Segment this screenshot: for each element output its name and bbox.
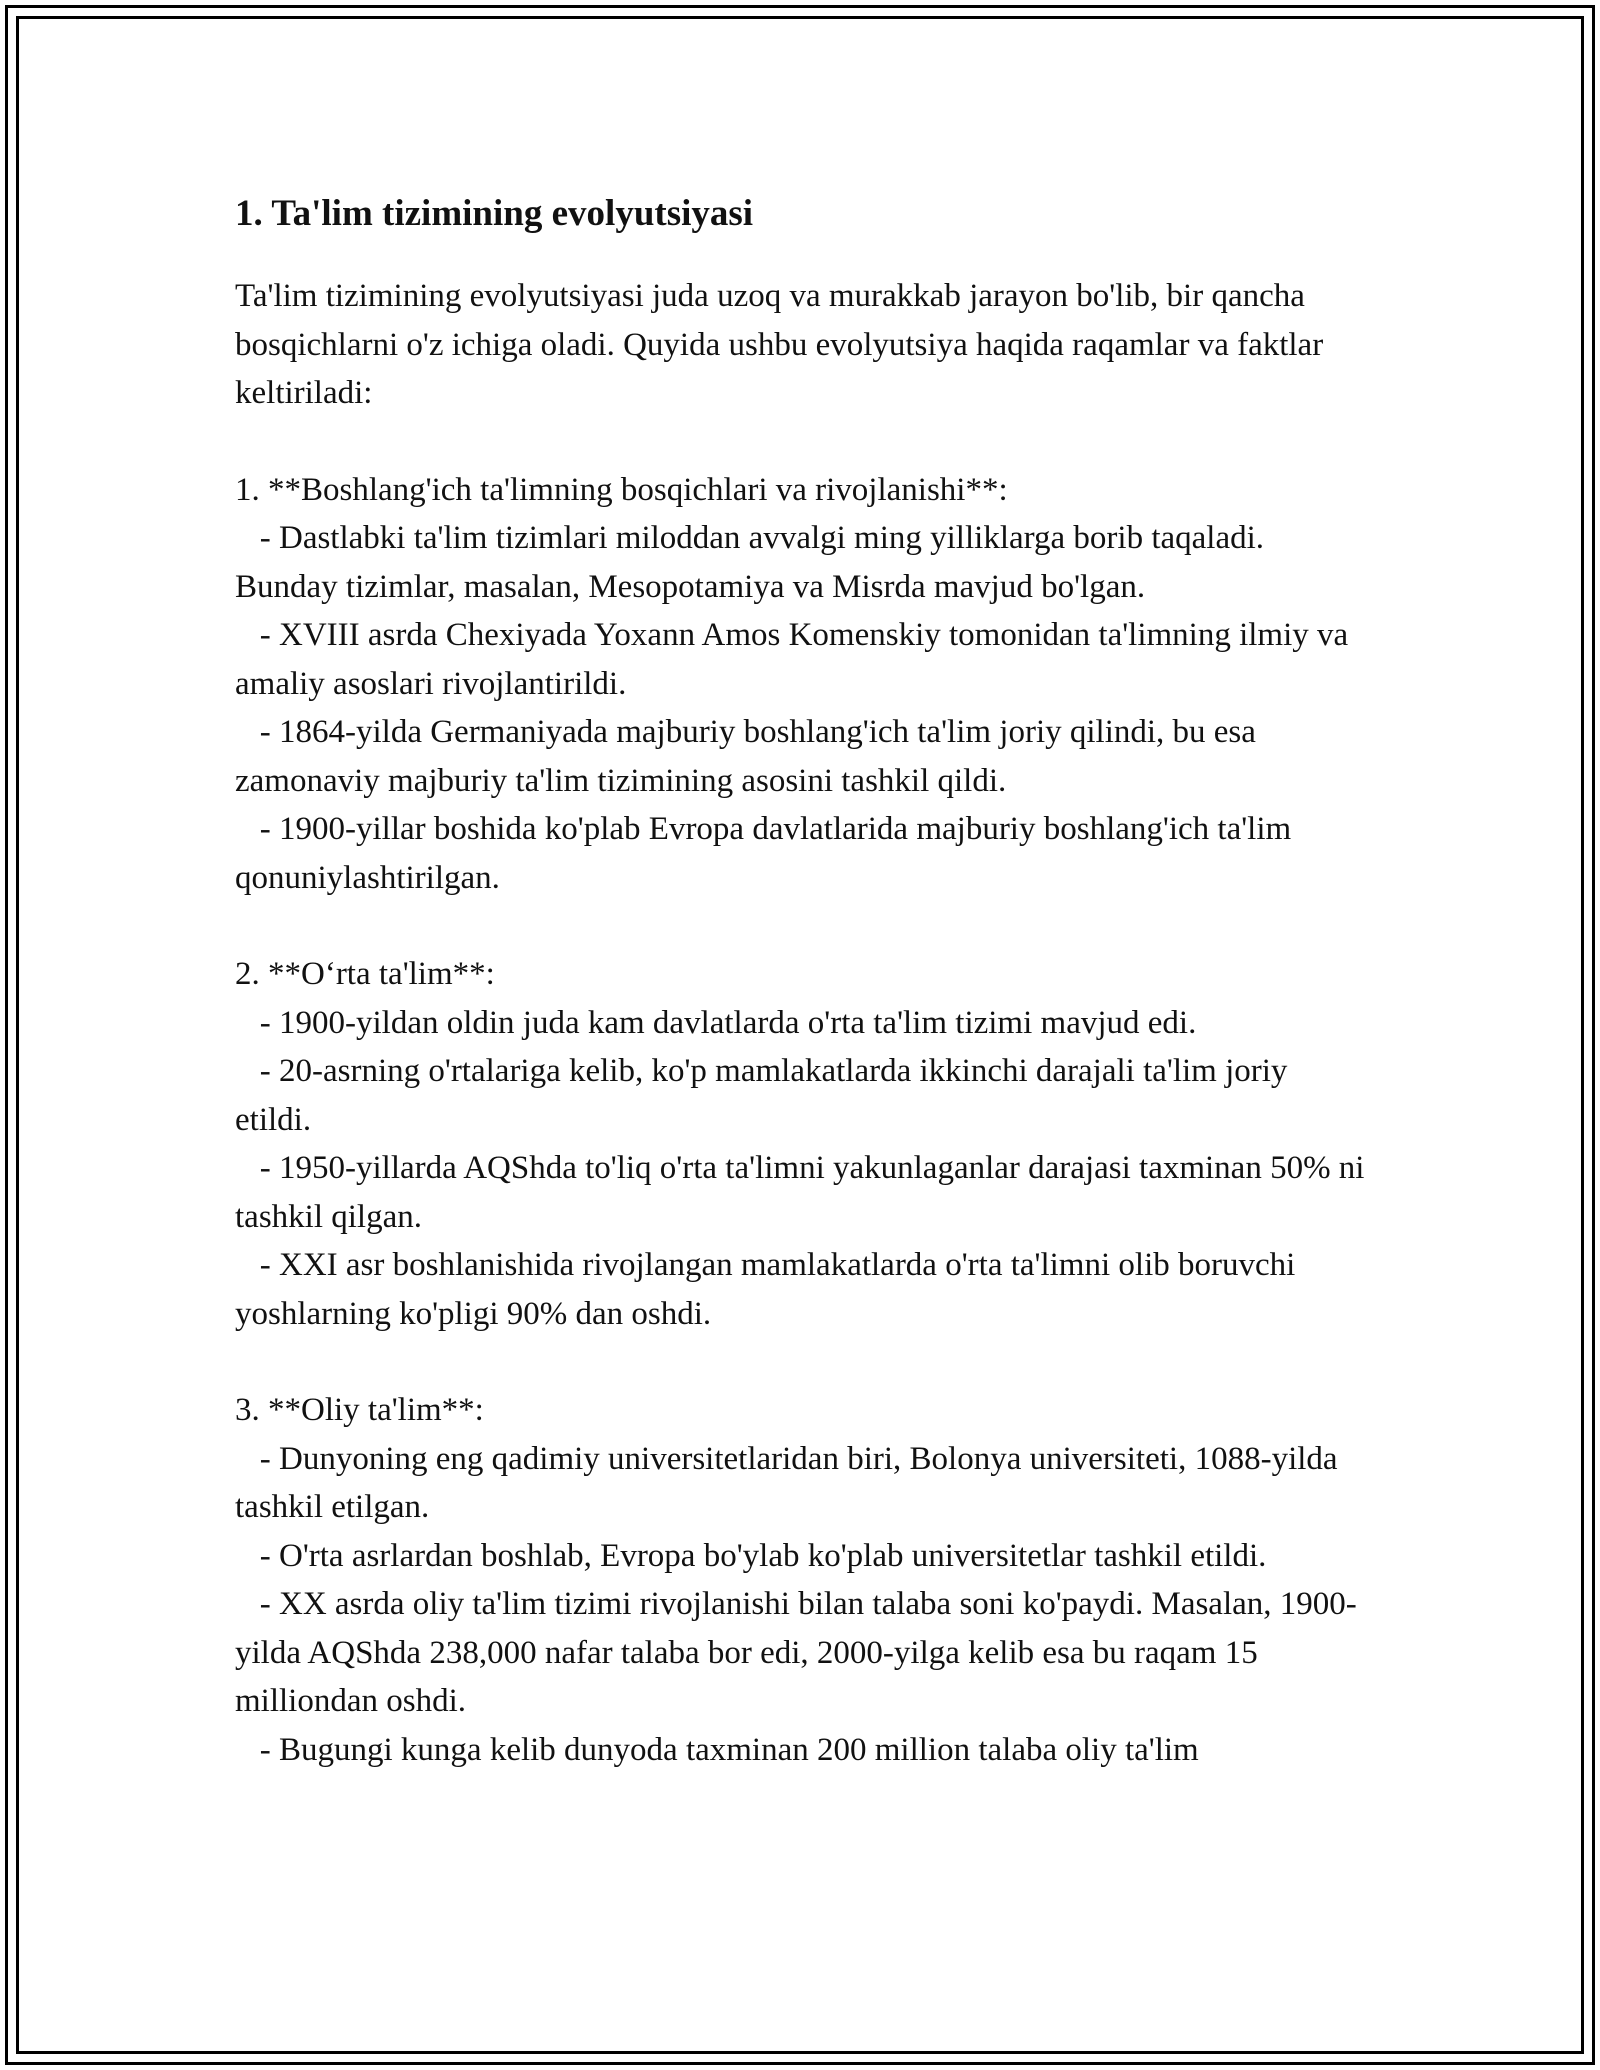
section-heading: 1. **Boshlang'ich ta'limning bosqichlari va rivojlanishi**: (235, 471, 1008, 508)
list-item: - O'rta asrlardan boshlab, Evropa bo'ylab ko'plab universitetlar tashkil etildi. (259, 1537, 1267, 1574)
list-item: - Dastlabki ta'lim tizimlari miloddan avvalgi ming yilliklarga borib taqaladi. Bunday tizimlar, masalan, Mesopotamiya va Misrda mavjud bo'lgan. (235, 520, 1273, 605)
document-body (235, 190, 1373, 1774)
list-item: - 20-asrning o'rtalariga kelib, ko'p mamlakatlarda ikkinchi darajali ta'lim joriy etildi. (235, 1053, 1296, 1138)
list-item: - Bugungi kunga kelib dunyoda taxminan 200 million talaba oliy ta'lim (259, 1731, 1199, 1768)
section-primary-education (235, 466, 1365, 903)
document-title: 1. Ta'lim tizimining evolyutsiyasi (235, 193, 754, 234)
bullet-list (235, 999, 1373, 1339)
list-item: - XVIII asrda Chexiyada Yoxann Amos Komenskiy tomonidan ta'limning ilmiy va amaliy asoslari rivojlantirildi. (235, 617, 1357, 702)
list-item: - 1950-yillarda AQShda to'liq o'rta ta'limni yakunlaganlar darajasi taxminan 50% ni tashkil qilgan. (235, 1150, 1373, 1235)
list-item: - XX asrda oliy ta'lim tizimi rivojlanishi bilan talaba soni ko'paydi. Masalan, 1900-yilda AQShda 238,000 nafar talaba bor edi, 2000-yilga kelib esa bu raqam 15 milliondan oshdi. (235, 1586, 1357, 1719)
list-item: - 1900-yildan oldin juda kam davlatlarda o'rta ta'lim tizimi mavjud edi. (259, 1004, 1197, 1041)
section-heading: 2. **O‘rta ta'lim**: (235, 956, 495, 992)
intro-paragraph: Ta'lim tizimining evolyutsiyasi juda uzoq va murakkab jarayon bo'lib, bir qancha bosqichlarni o'z ichiga oladi. Quyida ushbu evolyutsiya haqida raqamlar va faktlar keltiriladi: (235, 278, 1324, 411)
section-heading: 3. **Oliy ta'lim**: (235, 1392, 484, 1428)
list-item: - 1864-yilda Germaniyada majburiy boshlang'ich ta'lim joriy qilindi, bu esa zamonaviy majburiy ta'lim tizimining asosini tashkil qildi. (235, 714, 1265, 799)
bullet-list (235, 514, 1365, 902)
list-item: - Dunyoning eng qadimiy universitetlaridan biri, Bolonya universiteti, 1088-yilda tashkil etilgan. (235, 1440, 1346, 1525)
section-higher-education (235, 1386, 1365, 1774)
bullet-list (235, 1435, 1365, 1775)
list-item: - XXI asr boshlanishida rivojlangan mamlakatlarda o'rta ta'limni olib boruvchi yoshlarning ko'pligi 90% dan oshdi. (235, 1247, 1304, 1332)
section-secondary-education (235, 950, 1373, 1338)
list-item: - 1900-yillar boshida ko'plab Evropa davlatlarida majburiy boshlang'ich ta'lim qonuniylashtirilgan. (235, 811, 1300, 896)
